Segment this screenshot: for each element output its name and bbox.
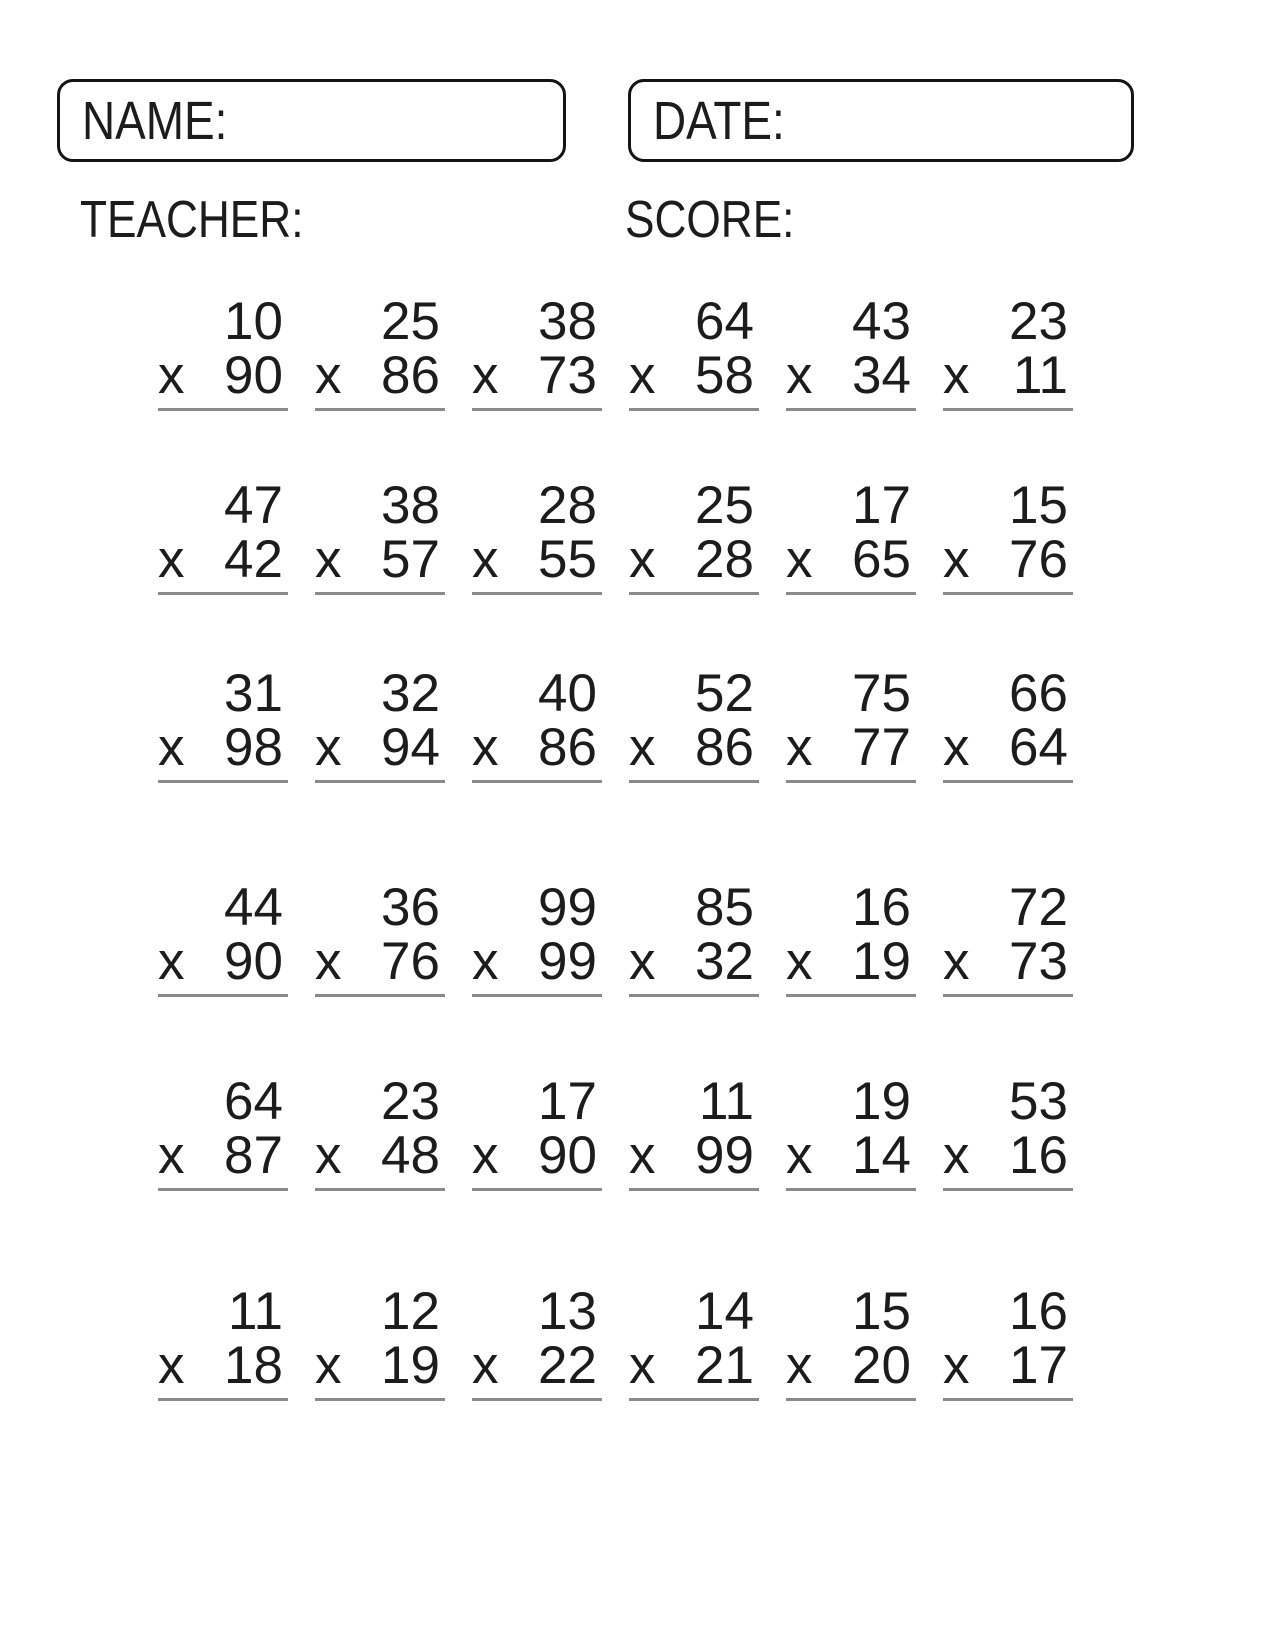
multiplicand: 25 [695,476,754,535]
multiplicand: 23 [1009,292,1068,351]
multiplication-problem [472,1072,602,1191]
date-label: DATE: [653,90,785,151]
problem-row [158,1072,1073,1191]
multiplication-problem [158,878,288,997]
problem-row [158,476,1073,595]
multiply-operator: x [158,1336,185,1395]
multiplication-problem [158,1282,288,1401]
multiplication-problem [158,664,288,783]
multiply-operator: x [629,1126,656,1185]
multiplicand: 99 [538,878,597,937]
multiply-operator: x [629,346,656,405]
multiplier: 99 [538,932,597,991]
problem-row [158,292,1073,411]
multiplication-problem [629,476,759,595]
multiply-operator: x [786,530,813,589]
multiplication-problem [629,664,759,783]
multiplier: 14 [852,1126,911,1185]
multiplicand: 36 [381,878,440,937]
multiplicand: 15 [852,1282,911,1341]
multiplicand: 14 [695,1282,754,1341]
multiply-operator: x [629,1336,656,1395]
multiplier-line [629,1126,759,1191]
multiplier-line [629,1336,759,1401]
multiplication-problem [786,1282,916,1401]
multiplicand: 23 [381,1072,440,1131]
multiply-operator: x [472,718,499,777]
multiply-operator: x [158,718,185,777]
multiplier: 86 [695,718,754,777]
multiplicand: 52 [695,664,754,723]
multiplier: 65 [852,530,911,589]
multiply-operator: x [472,346,499,405]
multiplication-problem [943,1282,1073,1401]
multiplication-problem [629,878,759,997]
multiplier-line [315,346,445,411]
multiplication-problem [158,292,288,411]
multiplier: 86 [381,346,440,405]
multiplicand: 25 [381,292,440,351]
multiplicand: 47 [224,476,283,535]
multiplier: 58 [695,346,754,405]
multiplicand: 28 [538,476,597,535]
multiply-operator: x [315,346,342,405]
multiply-operator: x [472,1126,499,1185]
multiply-operator: x [315,1336,342,1395]
multiply-operator: x [786,932,813,991]
multiply-operator: x [472,1336,499,1395]
multiplier-line [629,530,759,595]
multiplier-line [158,718,288,783]
multiplication-problem [315,1072,445,1191]
problem-row [158,664,1073,783]
multiply-operator: x [158,1126,185,1185]
multiplication-problem [158,1072,288,1191]
multiplicand: 64 [695,292,754,351]
multiplier: 17 [1009,1336,1068,1395]
name-label: NAME: [82,90,228,151]
multiplier: 87 [224,1126,283,1185]
multiplier-line [786,718,916,783]
multiplicand: 17 [538,1072,597,1131]
multiply-operator: x [786,1126,813,1185]
multiplier-line [315,932,445,997]
score-label: SCORE: [625,191,795,249]
multiplier-line [786,346,916,411]
multiplier-line [158,932,288,997]
multiplication-problem [315,664,445,783]
problems-grid [158,292,1073,1401]
multiplier-line [472,530,602,595]
multiplication-problem [943,878,1073,997]
multiplier-line [315,1126,445,1191]
multiplier: 76 [1009,530,1068,589]
multiplication-problem [943,292,1073,411]
multiply-operator: x [472,932,499,991]
multiplicand: 85 [695,878,754,937]
multiplicand: 72 [1009,878,1068,937]
multiplier: 94 [381,718,440,777]
multiplier-line [472,718,602,783]
multiplication-problem [629,1282,759,1401]
multiplier-line [315,718,445,783]
multiplier-line [943,530,1073,595]
multiplier-line [786,530,916,595]
multiply-operator: x [786,718,813,777]
multiplication-problem [943,1072,1073,1191]
multiplier: 32 [695,932,754,991]
multiplication-problem [786,1072,916,1191]
multiplicand: 31 [224,664,283,723]
multiplicand: 10 [224,292,283,351]
multiplier-line [472,1336,602,1401]
multiplier-line [943,346,1073,411]
multiplier: 99 [695,1126,754,1185]
multiplier: 18 [224,1336,283,1395]
multiplier-line [315,530,445,595]
multiplier: 73 [538,346,597,405]
multiplication-problem [786,878,916,997]
multiply-operator: x [158,932,185,991]
date-field-box[interactable] [628,79,1134,162]
multiplier: 42 [224,530,283,589]
multiplication-problem [629,292,759,411]
multiply-operator: x [786,346,813,405]
multiplier: 90 [224,346,283,405]
multiplication-problem [786,476,916,595]
multiplier: 90 [538,1126,597,1185]
multiplier: 34 [852,346,911,405]
multiplier-line [472,1126,602,1191]
multiplier: 57 [381,530,440,589]
multiplier-line [158,530,288,595]
multiplication-problem [158,476,288,595]
multiply-operator: x [943,1336,970,1395]
multiply-operator: x [943,1126,970,1185]
multiply-operator: x [629,932,656,991]
multiplier-line [629,718,759,783]
multiply-operator: x [472,530,499,589]
multiplicand: 43 [852,292,911,351]
multiply-operator: x [158,346,185,405]
multiplicand: 13 [538,1282,597,1341]
multiplicand: 19 [852,1072,911,1131]
multiplier-line [786,932,916,997]
multiplication-problem [786,664,916,783]
multiplication-problem [943,664,1073,783]
multiplicand: 16 [852,878,911,937]
multiplier: 22 [538,1336,597,1395]
multiplier: 20 [852,1336,911,1395]
multiplication-problem [315,476,445,595]
problem-row [158,878,1073,997]
multiply-operator: x [315,1126,342,1185]
multiplier-line [786,1126,916,1191]
multiplicand: 66 [1009,664,1068,723]
multiplication-problem [943,476,1073,595]
multiplicand: 15 [1009,476,1068,535]
multiplier: 76 [381,932,440,991]
multiplicand: 64 [224,1072,283,1131]
multiply-operator: x [943,932,970,991]
multiplier-line [943,1336,1073,1401]
multiplier: 48 [381,1126,440,1185]
multiplier: 55 [538,530,597,589]
multiplication-problem [472,292,602,411]
multiplier-line [472,346,602,411]
multiplier: 11 [1012,346,1068,405]
teacher-label: TEACHER: [80,191,304,249]
multiplier: 90 [224,932,283,991]
multiplier: 77 [852,718,911,777]
multiplication-problem [629,1072,759,1191]
multiplicand: 12 [381,1282,440,1341]
multiplicand: 38 [538,292,597,351]
multiplicand: 38 [381,476,440,535]
multiply-operator: x [315,530,342,589]
multiplier-line [943,1126,1073,1191]
multiply-operator: x [158,530,185,589]
multiply-operator: x [943,346,970,405]
multiply-operator: x [629,718,656,777]
multiplicand: 53 [1009,1072,1068,1131]
multiplication-problem [472,878,602,997]
multiplicand: 16 [1009,1282,1068,1341]
multiplier: 28 [695,530,754,589]
multiplication-problem [472,1282,602,1401]
multiply-operator: x [786,1336,813,1395]
multiply-operator: x [943,718,970,777]
multiplier: 86 [538,718,597,777]
multiplicand: 40 [538,664,597,723]
multiplier-line [158,1336,288,1401]
multiplication-problem [315,878,445,997]
multiplier-line [158,1126,288,1191]
multiply-operator: x [315,932,342,991]
multiplier-line [786,1336,916,1401]
multiplier: 98 [224,718,283,777]
multiplier: 21 [695,1336,754,1395]
multiplier: 16 [1009,1126,1068,1185]
multiplier: 19 [852,932,911,991]
multiplier-line [472,932,602,997]
multiplier-line [315,1336,445,1401]
multiplication-problem [786,292,916,411]
multiply-operator: x [315,718,342,777]
multiplier: 73 [1009,932,1068,991]
multiplier-line [629,932,759,997]
multiply-operator: x [629,530,656,589]
multiplicand: 44 [224,878,283,937]
multiplication-problem [315,292,445,411]
multiplier: 19 [381,1336,440,1395]
multiplication-problem [472,476,602,595]
multiplier-line [158,346,288,411]
multiplier-line [629,346,759,411]
name-field-box[interactable] [57,79,566,162]
multiplier-line [943,718,1073,783]
multiplicand: 75 [852,664,911,723]
problem-row [158,1282,1073,1401]
multiplicand: 17 [852,476,911,535]
multiplicand: 11 [698,1072,754,1131]
multiply-operator: x [943,530,970,589]
multiplication-problem [315,1282,445,1401]
multiplicand: 11 [227,1282,283,1341]
multiplication-problem [472,664,602,783]
multiplicand: 32 [381,664,440,723]
multiplier: 64 [1009,718,1068,777]
multiplier-line [943,932,1073,997]
